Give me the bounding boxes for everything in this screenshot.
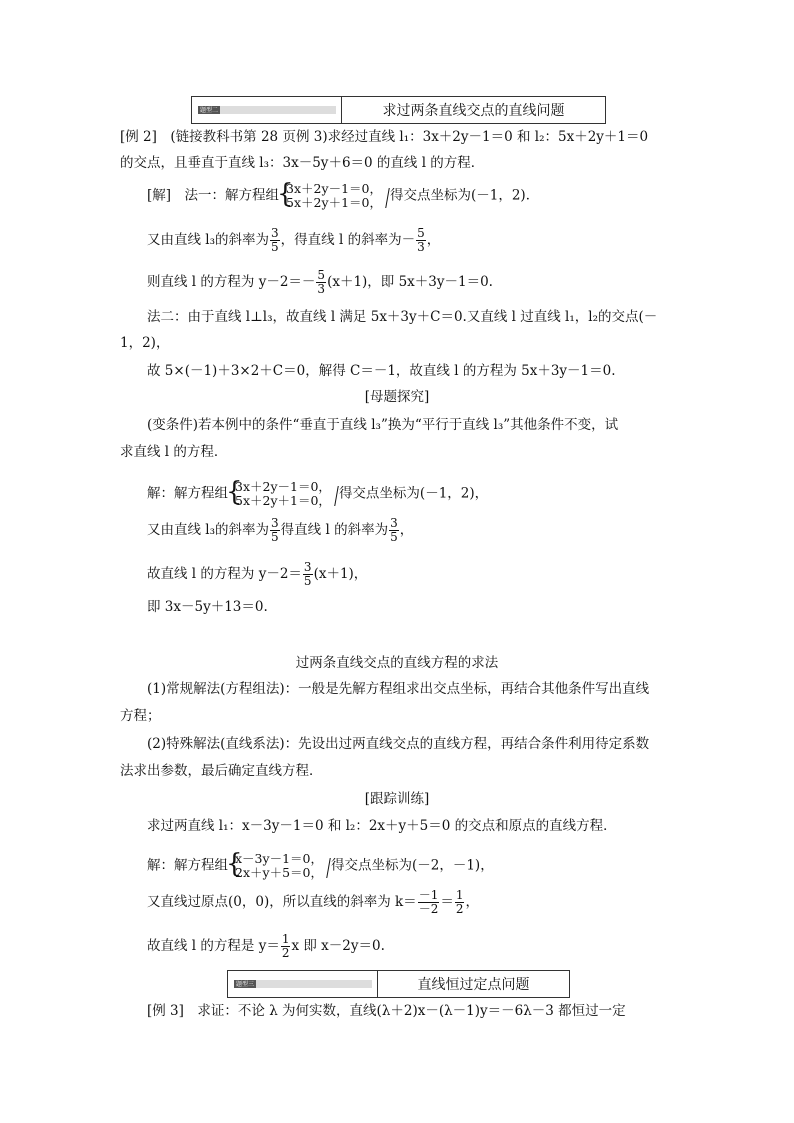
explore-equation-line (147, 560, 367, 588)
example-2-line-2: 的交点，且垂直于直线 l₃：3x－5y＋6＝0 的直线 l 的方程． (120, 155, 485, 171)
text: 解：解方程组 (147, 857, 228, 874)
equation-row: { 3x＋2y－1＝0， (286, 181, 382, 196)
equation-row: 5x＋2y＋1＝0， (286, 195, 382, 210)
explore-line-2: 求直线 l 的方程． (120, 444, 228, 460)
solution-method-1-suffix: 得交点坐标为(－1，2)． (389, 187, 540, 204)
fraction (455, 889, 465, 916)
text: 解：解方程组 (147, 485, 228, 502)
text: 得直线 l 的斜率为 (280, 522, 389, 538)
method-title: 过两条直线交点的直线方程的求法 (295, 655, 499, 671)
fraction (281, 933, 291, 960)
numerator: 3 (390, 516, 398, 530)
example-2-line-1: [例 2] (链接教科书第 28 页例 3)求经过直线 l₁：3x＋2y－1＝0 和 l₂：5x＋2y＋1＝0 (120, 129, 649, 145)
text: (x＋1)，即 5x＋3y－1＝0. (327, 274, 493, 290)
text: 则直线 l 的方程为 y－2＝－ (147, 274, 316, 290)
practice-solution (147, 852, 494, 880)
numerator: 5 (417, 226, 425, 240)
section-tag-label: 题型二 (200, 107, 219, 114)
explore-line-1: (变条件)若本例中的条件“垂直于直线 l₃”换为“平行于直线 l₃”其他条件不变，试 (147, 417, 619, 433)
fraction (416, 227, 426, 254)
text: 故直线 l 的方程为 y－2＝ (147, 566, 302, 582)
fraction (389, 517, 399, 544)
equation-row: { 3x＋2y－1＝0， (235, 479, 331, 494)
example-3-line-1: [例 3] 求证：不论 λ 为何实数，直线(λ＋2)x－(λ－1)y＝－6λ－3 都恒过一定 (147, 1003, 626, 1019)
method-p1-line-1: (1)常规解法(方程组法)：一般是先解方程组求出交点坐标，再结合其他条件写出直线 (147, 681, 650, 697)
equation-system (279, 182, 390, 210)
explore-slope-line (147, 516, 413, 544)
text: 得交点坐标为(－2，－1)， (330, 857, 494, 874)
section-title: 求过两条直线交点的直线问题 (382, 103, 565, 119)
text: x 即 x－2y＝0. (291, 938, 385, 954)
numerator: 3 (271, 516, 279, 530)
practice-equation-line (147, 932, 385, 960)
equation-row: { x－3y－1＝0， (235, 851, 323, 866)
fraction (270, 227, 280, 254)
solution-method-1-prefix: [解] 法一：解方程组 (147, 187, 280, 204)
numerator: －1 (418, 888, 439, 902)
text: 故直线 l 的方程是 y＝ (147, 938, 280, 954)
section-title: 直线恒过定点问题 (417, 977, 530, 993)
denominator: 2 (281, 946, 290, 960)
method-p2-line-1: (2)特殊解法(直线系法)：先设出过两直线交点的直线方程，再结合条件利用待定系数 (147, 736, 650, 752)
solution-slope-line (147, 226, 440, 254)
solution-method-2-line-3: 故 5×(－1)＋3×2＋C＝0，解得 C＝－1，故直线 l 的方程为 5x＋3y－1＝0. (147, 363, 616, 379)
fraction (316, 269, 326, 296)
denominator: －2 (418, 902, 439, 916)
denominator: 5 (271, 240, 279, 254)
numerator: 3 (303, 560, 312, 574)
equation-system (228, 852, 331, 880)
denominator: 3 (417, 240, 425, 254)
numerator: 1 (455, 888, 464, 902)
section-header-2 (191, 96, 606, 124)
solution-method-1 (147, 182, 539, 210)
fraction (303, 561, 313, 588)
numerator: 5 (317, 268, 326, 282)
text: ＝ (440, 894, 454, 910)
fraction (418, 889, 440, 916)
method-p2-line-2: 法求出参数，最后确定直线方程． (120, 763, 323, 779)
denominator: 5 (390, 530, 398, 544)
equation-row: 5x＋2y＋1＝0， (235, 493, 331, 508)
practice-slope-line (147, 888, 479, 916)
fraction (270, 517, 280, 544)
solution-method-2-line-1: 法二：由于直线 l⊥l₃，故直线 l 满足 5x＋3y＋C＝0.又直线 l 过直线 l₁，l₂的交点(－ (147, 309, 658, 325)
section-tag-label: 题型三 (236, 981, 255, 988)
denominator: 5 (303, 574, 312, 588)
text: 又直线过原点(0，0)，所以直线的斜率为 k＝ (147, 894, 417, 910)
denominator: 3 (317, 282, 326, 296)
equation-system (228, 480, 339, 508)
denominator: 5 (271, 530, 279, 544)
text: ，得直线 l 的斜率为－ (280, 232, 416, 248)
numerator: 1 (281, 932, 290, 946)
section-tag-bar (198, 106, 336, 114)
equation-row: 2x＋y＋5＝0， (235, 865, 323, 880)
section-tag-bar (234, 980, 372, 988)
section-tag (192, 97, 342, 123)
text: ， (465, 894, 479, 910)
explore-solution (147, 480, 488, 508)
explore-heading: [母题探究] (364, 389, 430, 405)
text: ， (399, 522, 414, 538)
text: 又由直线 l₃的斜率为 (147, 522, 270, 538)
section-header-3 (227, 970, 570, 998)
text: 又由直线 l₃的斜率为 (147, 232, 270, 248)
numerator: 3 (271, 226, 279, 240)
text: ， (426, 232, 441, 248)
text: 得交点坐标为(－1，2)， (338, 485, 489, 502)
practice-heading: [跟踪训练] (364, 791, 430, 807)
solution-method-2-line-2: 1，2)， (120, 335, 170, 351)
explore-final: 即 3x－5y＋13＝0. (147, 599, 268, 615)
solution-equation-line (147, 268, 493, 296)
denominator: 2 (455, 902, 464, 916)
practice-question: 求过两直线 l₁：x－3y－1＝0 和 l₂：2x＋y＋5＝0 的交点和原点的直线方程． (147, 818, 617, 834)
text: (x＋1)， (313, 566, 368, 582)
section-tag (228, 971, 378, 997)
method-p1-line-2: 方程； (120, 708, 161, 724)
